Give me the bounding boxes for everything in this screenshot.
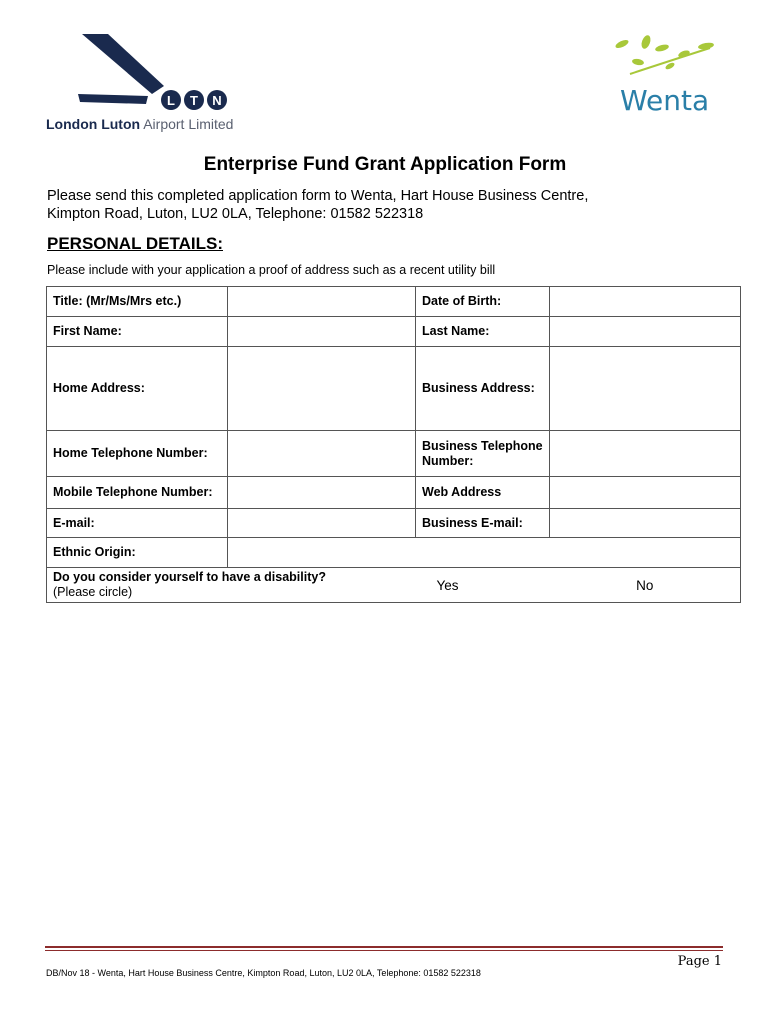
table-row (47, 317, 741, 347)
business-email-field[interactable] (550, 509, 741, 538)
table-row (47, 477, 741, 509)
ltn-name-bold: London Luton (46, 116, 141, 132)
home-telephone-field[interactable] (228, 431, 416, 477)
table-row (47, 509, 741, 538)
mobile-telephone-field[interactable] (228, 477, 416, 509)
business-telephone-label: Business Telephone Number: (416, 431, 550, 477)
disability-option-no[interactable]: No (550, 568, 741, 603)
page-number: Page 1 (677, 954, 722, 969)
disability-question: Do you consider yourself to have a disability? (53, 570, 326, 584)
leaf-branch-icon (610, 34, 720, 84)
wenta-logo (610, 34, 720, 116)
ltn-letter-l: L (167, 93, 175, 108)
home-telephone-label: Home Telephone Number: (47, 431, 228, 477)
table-row (47, 287, 741, 317)
last-name-label: Last Name: (416, 317, 550, 347)
web-address-field[interactable] (550, 477, 741, 509)
first-name-label: First Name: (47, 317, 228, 347)
ltn-letter-t: T (190, 93, 198, 108)
intro-line-2: Kimpton Road, Luton, LU2 0LA, Telephone: 01582 522318 (47, 206, 424, 222)
last-name-field[interactable] (550, 317, 741, 347)
disability-option-yes[interactable]: Yes (416, 568, 550, 603)
aircraft-tail-icon (78, 34, 228, 116)
first-name-field[interactable] (228, 317, 416, 347)
table-row (47, 347, 741, 431)
intro-line-1: Please send this completed application form to Wenta, Hart House Business Centre, (47, 188, 589, 204)
table-row (47, 568, 741, 603)
ethnic-origin-label: Ethnic Origin: (47, 538, 228, 568)
section-heading: PERSONAL DETAILS: (47, 234, 223, 253)
business-address-field[interactable] (550, 347, 741, 431)
web-address-label: Web Address (416, 477, 550, 509)
ltn-caption (46, 116, 233, 132)
dob-label: Date of Birth: (416, 287, 550, 317)
section-note: Please include with your application a proof of address such as a recent utility bill (47, 263, 496, 277)
intro-paragraph (47, 187, 727, 223)
ltn-letter-n: N (212, 93, 222, 108)
page-title: Enterprise Fund Grant Application Form (203, 154, 567, 175)
ethnic-origin-field[interactable] (228, 538, 741, 568)
title-label: Title: (Mr/Ms/Mrs etc.) (47, 287, 228, 317)
dob-field[interactable] (550, 287, 741, 317)
business-address-label: Business Address: (416, 347, 550, 431)
footer-text: DB/Nov 18 - Wenta, Hart House Business Centre, Kimpton Road, Luton, LU2 0LA, Telephone: 01582 522318 (46, 968, 481, 978)
table-row (47, 431, 741, 477)
ltn-logo (44, 32, 259, 134)
disability-instruction: (Please circle) (53, 585, 133, 599)
personal-details-table (46, 286, 741, 603)
business-email-label: Business E-mail: (416, 509, 550, 538)
wenta-wordmark: Wenta (620, 84, 710, 117)
disability-question-cell (47, 568, 416, 603)
title-field[interactable] (228, 287, 416, 317)
footer-rule-thin (45, 950, 723, 951)
table-row (47, 538, 741, 568)
footer-rule (45, 946, 723, 948)
email-label: E-mail: (47, 509, 228, 538)
home-address-field[interactable] (228, 347, 416, 431)
home-address-label: Home Address: (47, 347, 228, 431)
email-field[interactable] (228, 509, 416, 538)
business-telephone-field[interactable] (550, 431, 741, 477)
ltn-name-light: Airport Limited (143, 116, 234, 132)
mobile-telephone-label: Mobile Telephone Number: (47, 477, 228, 509)
